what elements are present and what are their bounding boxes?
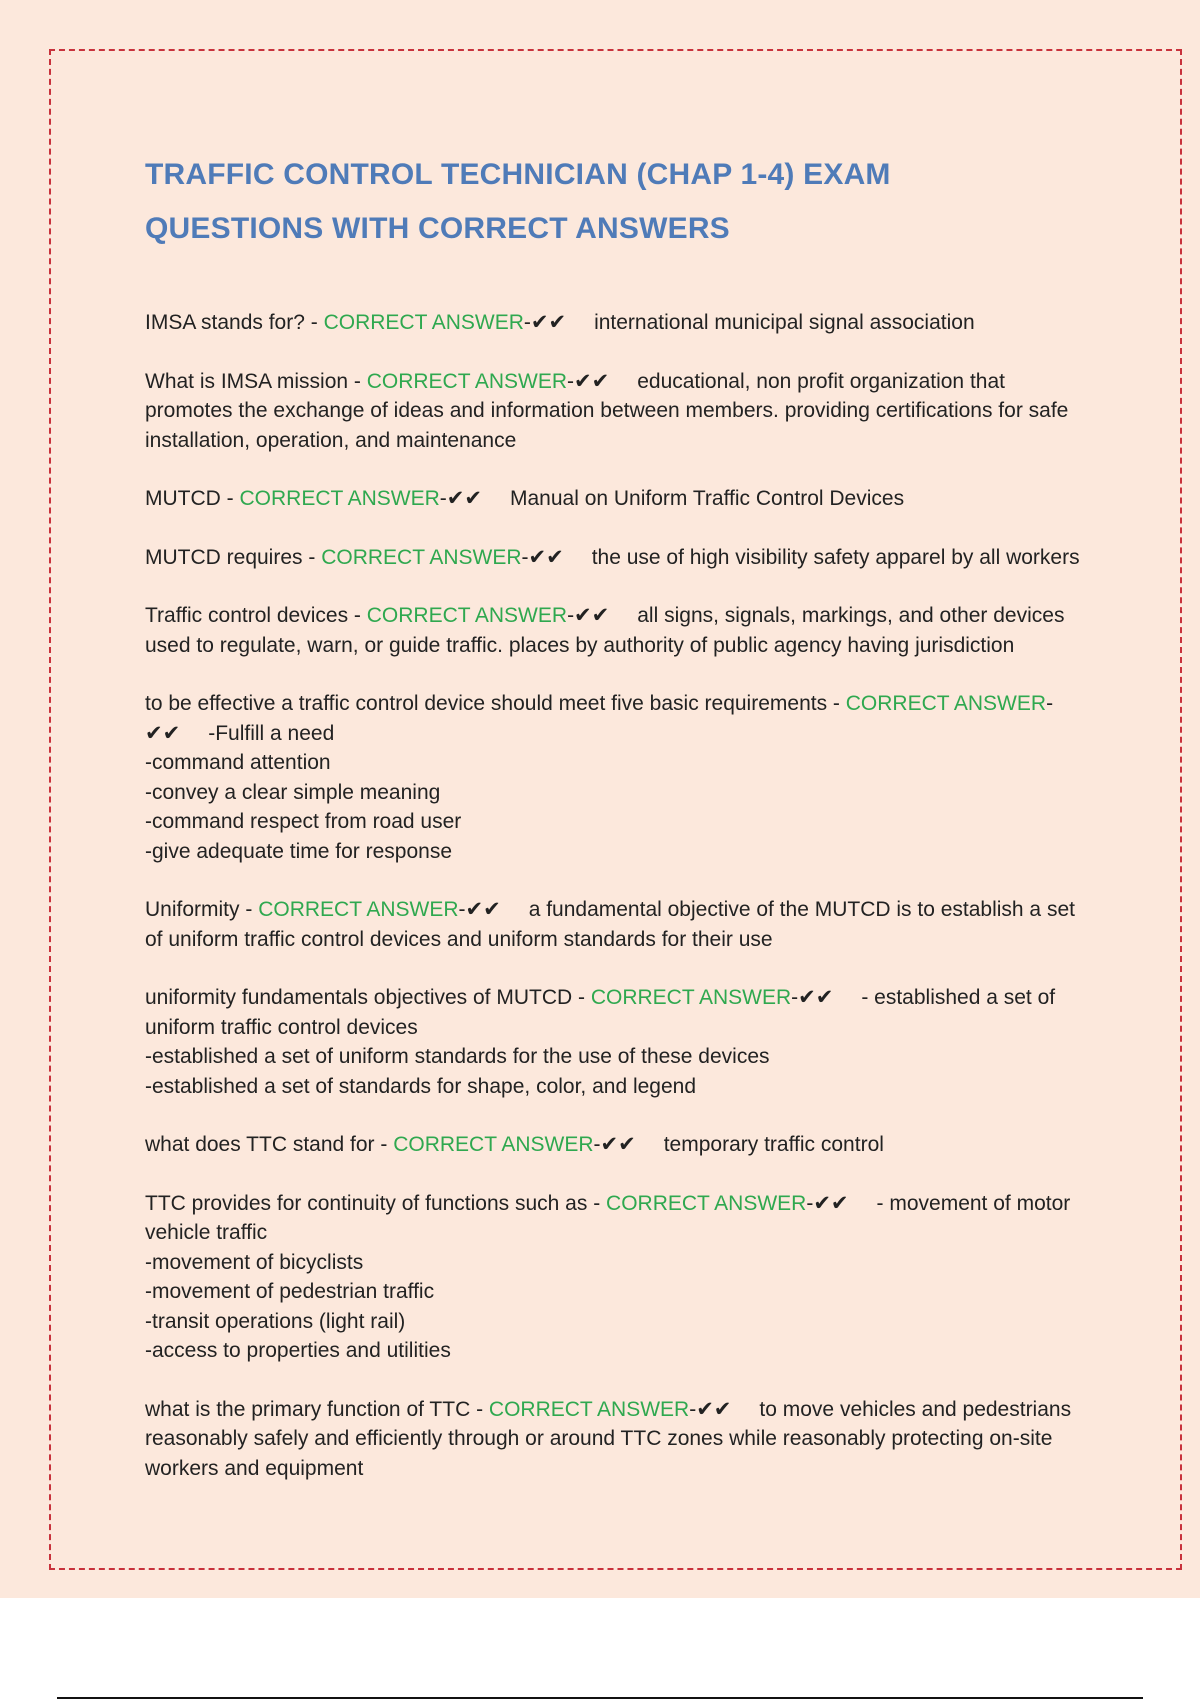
check-mark-icon: -✔✔: [689, 1397, 732, 1421]
qa-item: [145, 983, 1095, 1101]
title-line-2: QUESTIONS WITH CORRECT ANSWERS: [145, 212, 730, 245]
answer-list-line: -access to properties and utilities: [145, 1339, 451, 1362]
answer-list-line: -transit operations (light rail): [145, 1309, 406, 1333]
answer-text: Manual on Uniform Traffic Control Devices: [509, 487, 905, 510]
question-text: what is the primary function of TTC -: [145, 1397, 489, 1421]
correct-answer-label: CORRECT ANSWER: [845, 692, 1047, 715]
answer-text: to move vehicles and pedestrians reasonably safely and efficiently through or around TTC zones while reasonably protecting on-site workers and equipment: [145, 1397, 1072, 1480]
footer-divider: [57, 1697, 1143, 1699]
check-mark-icon: -✔✔: [791, 986, 834, 1009]
qa-item: [145, 484, 1095, 514]
answer-list-line: -movement of pedestrian traffic: [145, 1280, 435, 1303]
question-text: Traffic control devices -: [145, 604, 367, 627]
correct-answer-label: CORRECT ANSWER: [321, 545, 522, 569]
correct-answer-label: CORRECT ANSWER: [590, 986, 792, 1009]
qa-item: [145, 895, 1095, 954]
correct-answer-label: CORRECT ANSWER: [323, 311, 524, 334]
answer-text: the use of high visibility safety apparel by all workers: [591, 545, 1080, 569]
title-line-1: TRAFFIC CONTROL TECHNICIAN (CHAP 1-4) EXAM: [145, 158, 891, 191]
qa-item: [145, 1189, 1095, 1366]
question-text: Uniformity -: [145, 898, 259, 921]
question-text: TTC provides for continuity of functions such as -: [145, 1191, 607, 1215]
answer-list-line: -give adequate time for response: [145, 839, 453, 863]
qa-item: [145, 308, 1095, 338]
qa-item: [145, 1130, 1095, 1160]
answer-text: - established a set of uniform traffic control devices: [145, 986, 1056, 1039]
question-text: IMSA stands for? -: [145, 311, 324, 334]
correct-answer-label: CORRECT ANSWER: [239, 487, 440, 510]
answer-list-line: -command attention: [145, 751, 331, 774]
answer-text: all signs, signals, markings, and other devices used to regulate, warn, or guide traffic. places by authority of public agency having jurisdiction: [145, 604, 1065, 657]
question-text: uniformity fundamentals objectives of MUTCD -: [145, 986, 591, 1009]
check-mark-icon: -✔✔: [439, 487, 482, 510]
question-text: MUTCD -: [145, 487, 240, 510]
qa-item: [145, 543, 1095, 573]
qa-item: [145, 1395, 1095, 1484]
check-mark-icon: -✔✔: [593, 1133, 636, 1156]
answer-text: a fundamental objective of the MUTCD is to establish a set of uniform traffic control devices and uniform standards for their use: [145, 898, 1075, 951]
answer-text: educational, non profit organization that promotes the exchange of ideas and information between members. providing certifications for safe installation, operation, and maintenance: [145, 369, 1069, 452]
answer-text: temporary traffic control: [663, 1133, 884, 1156]
answer-text: - movement of motor vehicle traffic: [145, 1191, 1071, 1244]
answer-list-line: -established a set of standards for shape, color, and legend: [145, 1074, 697, 1098]
check-mark-icon: -✔✔: [806, 1191, 849, 1215]
correct-answer-label: CORRECT ANSWER: [393, 1133, 594, 1156]
question-text: MUTCD requires -: [145, 545, 322, 569]
correct-answer-label: CORRECT ANSWER: [488, 1397, 690, 1421]
qa-list: [145, 308, 1095, 1483]
answer-text: international municipal signal association: [594, 311, 975, 334]
correct-answer-label: CORRECT ANSWER: [606, 1191, 807, 1215]
answer-text: -Fulfill a need: [208, 721, 335, 745]
question-text: What is IMSA mission -: [145, 369, 367, 393]
check-mark-icon: -✔✔: [145, 692, 1054, 745]
answer-list-line: -convey a clear simple meaning: [145, 780, 441, 804]
answer-list-line: -command respect from road user: [145, 810, 462, 833]
check-mark-icon: -✔✔: [458, 898, 501, 921]
document-title: [145, 148, 1095, 256]
qa-item: [145, 367, 1095, 456]
check-mark-icon: -✔✔: [521, 545, 564, 569]
check-mark-icon: -✔✔: [523, 311, 567, 334]
qa-item: [145, 601, 1095, 660]
answer-list-line: -established a set of uniform standards for the use of these devices: [145, 1045, 770, 1068]
correct-answer-label: CORRECT ANSWER: [366, 369, 568, 393]
check-mark-icon: -✔✔: [567, 369, 610, 393]
correct-answer-label: CORRECT ANSWER: [258, 898, 459, 921]
correct-answer-label: CORRECT ANSWER: [366, 604, 568, 627]
check-mark-icon: -✔✔: [567, 604, 610, 627]
question-text: what does TTC stand for -: [145, 1133, 394, 1156]
document-body: [145, 148, 1095, 1512]
question-text: to be effective a traffic control device should meet five basic requirements -: [145, 692, 846, 715]
qa-item: [145, 689, 1095, 866]
answer-list-line: -movement of bicyclists: [145, 1250, 364, 1274]
